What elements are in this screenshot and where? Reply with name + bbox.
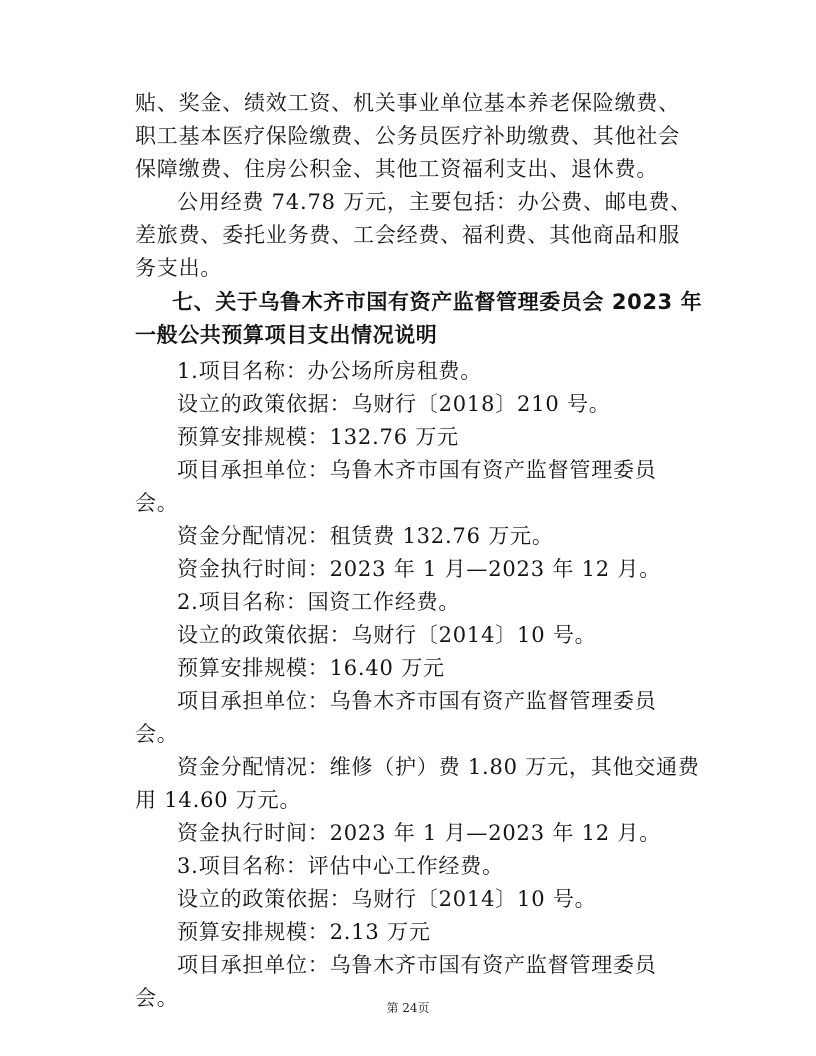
intro-line-1: 贴、奖金、绩效工资、机关事业单位基本养老保险缴费、 — [135, 91, 680, 115]
project-2-basis: 设立的政策依据：乌财行〔2014〕10 号。 — [177, 623, 597, 647]
project-3-scale: 预算安排规模：2.13 万元 — [177, 920, 431, 944]
project-1-allocation: 资金分配情况：租赁费 132.76 万元。 — [177, 524, 554, 548]
public-funds-line-3: 务支出。 — [135, 256, 223, 280]
project-1-name: 1.项目名称：办公场所房租费。 — [177, 359, 483, 383]
intro-line-3: 保障缴费、住房公积金、其他工资福利支出、退休费。 — [135, 157, 659, 181]
page-number: 第 24页 — [386, 1001, 430, 1015]
project-1-basis: 设立的政策依据：乌财行〔2018〕210 号。 — [177, 392, 611, 416]
public-funds-line-2: 差旅费、委托业务费、工会经费、福利费、其他商品和服 — [135, 223, 680, 247]
project-2-allocation: 资金分配情况：维修（护）费 1.80 万元，其他交通费 — [177, 755, 700, 779]
project-1-unit: 项目承担单位：乌鲁木齐市国有资产监督管理委员 — [177, 458, 657, 482]
project-2-name: 2.项目名称：国资工作经费。 — [177, 590, 461, 614]
section-heading-line-1: 七、关于乌鲁木齐市国有资产监督管理委员会 2023 年 — [172, 290, 703, 314]
project-3-unit-cont: 会。 — [135, 986, 179, 1010]
project-3-basis: 设立的政策依据：乌财行〔2014〕10 号。 — [177, 887, 597, 911]
project-3-unit: 项目承担单位：乌鲁木齐市国有资产监督管理委员 — [177, 953, 657, 977]
project-2-unit: 项目承担单位：乌鲁木齐市国有资产监督管理委员 — [177, 689, 657, 713]
intro-line-2: 职工基本医疗保险缴费、公务员医疗补助缴费、其他社会 — [135, 124, 680, 148]
project-3-name: 3.项目名称：评估中心工作经费。 — [177, 854, 504, 878]
project-1-scale: 预算安排规模：132.76 万元 — [177, 425, 459, 449]
project-1-time: 资金执行时间：2023 年 1 月—2023 年 12 月。 — [177, 557, 662, 581]
project-2-time: 资金执行时间：2023 年 1 月—2023 年 12 月。 — [177, 821, 662, 845]
section-heading-line-2: 一般公共预算项目支出情况说明 — [135, 323, 438, 347]
project-2-unit-cont: 会。 — [135, 722, 179, 746]
public-funds-line-1: 公用经费 74.78 万元，主要包括：办公费、邮电费、 — [177, 190, 693, 214]
project-2-allocation-cont: 用 14.60 万元。 — [135, 788, 302, 812]
project-1-unit-cont: 会。 — [135, 491, 179, 515]
project-2-scale: 预算安排规模：16.40 万元 — [177, 656, 445, 680]
